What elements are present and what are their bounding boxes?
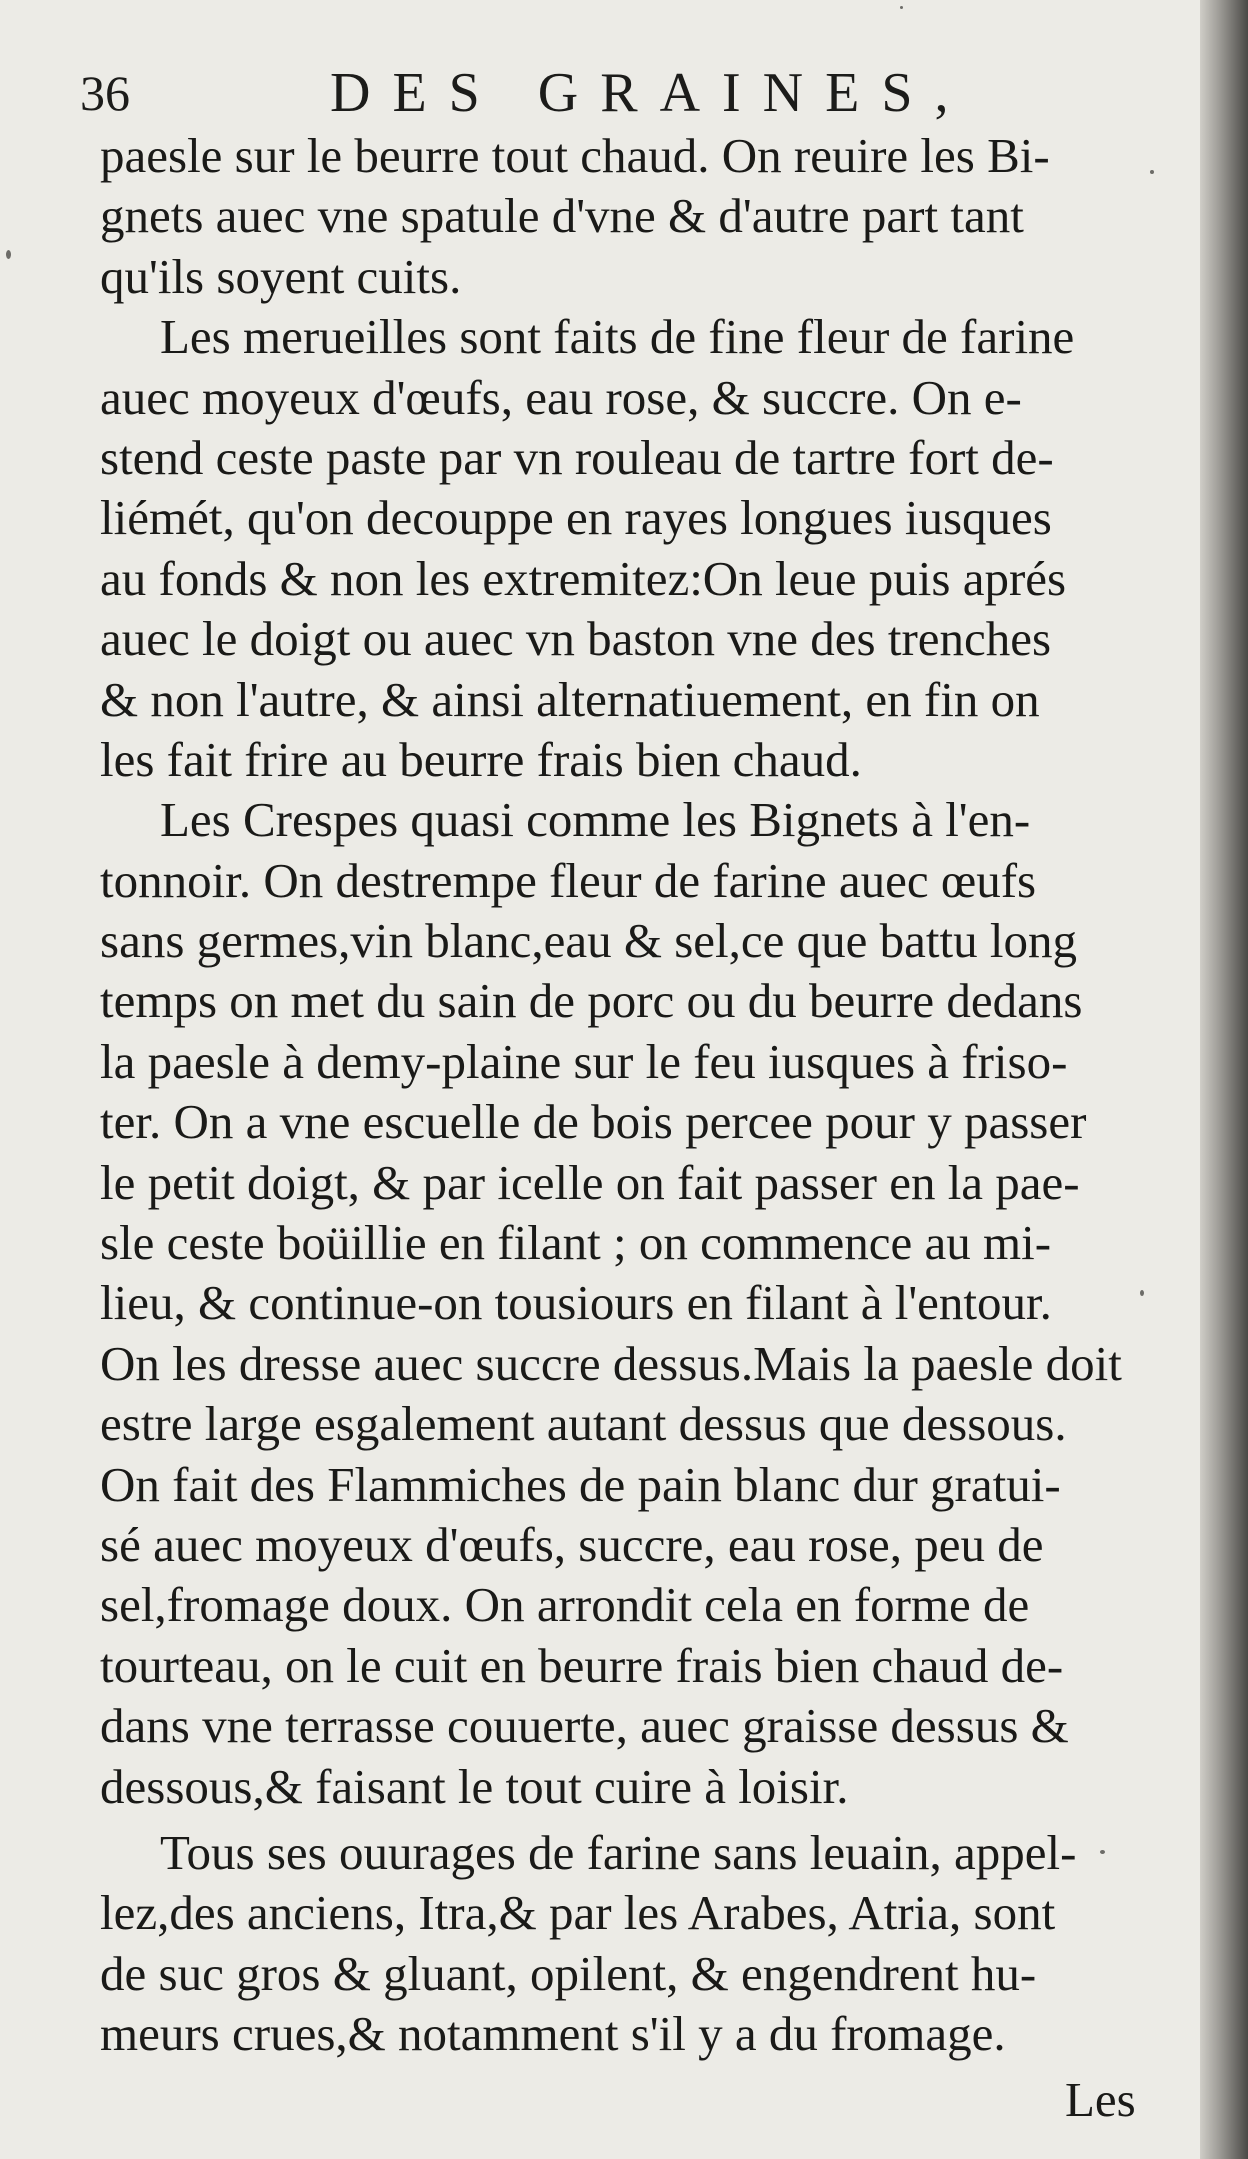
page-header <box>80 58 1160 128</box>
book-gutter <box>1200 0 1248 2159</box>
page-number: 36 <box>80 65 130 121</box>
text-line: lez,des anciens, Itra,& par les Arabes, Atria, sont <box>100 1885 1056 1941</box>
text-line: le petit doigt, & par icelle on fait passer en la pae- <box>100 1154 1080 1210</box>
text-line: paesle sur le beurre tout chaud. On reuire les Bi- <box>100 128 1050 183</box>
ink-speck <box>900 6 903 9</box>
paragraph-start-line: Tous ses ouurages de farine sans leuain, appel- <box>160 1824 1077 1880</box>
paragraph-start-line: Les Crespes quasi comme les Bignets à l'en- <box>160 792 1031 848</box>
text-line: auec le doigt ou auec vn baston vne des trenches <box>100 611 1052 667</box>
text-line: ter. On a vne escuelle de bois percee pour y passer <box>100 1094 1087 1150</box>
text-line: les fait frire au beurre frais bien chaud. <box>100 731 862 787</box>
text-line: de suc gros & gluant, opilent, & engendrent hu- <box>100 1945 1037 2001</box>
text-line: & non l'autre, & ainsi alternatiuement, en fin on <box>100 671 1040 727</box>
text-line: On fait des Flammiches de pain blanc dur gratui- <box>100 1456 1061 1512</box>
text-line: dans vne terrasse couuerte, auec graisse dessus & <box>100 1698 1069 1754</box>
text-line: tonnoir. On destrempe fleur de farine auec œufs <box>100 852 1037 908</box>
text-line: estre large esgalement autant dessus que dessous. <box>100 1396 1067 1452</box>
text-line: gnets auec vne spatule d'vne & d'autre part tant <box>100 188 1024 244</box>
text-line: auec moyeux d'œufs, eau rose, & succre. On e- <box>100 369 1022 425</box>
body-text <box>100 126 1160 2065</box>
text-line: la paesle à demy-plaine sur le feu iusques à friso- <box>100 1033 1068 1089</box>
text-line: sans germes,vin blanc,eau & sel,ce que battu long <box>100 913 1077 969</box>
catchword: Les <box>1065 2072 1136 2127</box>
text-line: sé auec moyeux d'œufs, succre, eau rose, peu de <box>100 1516 1044 1572</box>
text-line: dessous,& faisant le tout cuire à loisir. <box>100 1758 849 1814</box>
text-line: meurs crues,& notamment s'il y a du fromage. <box>100 2006 1006 2062</box>
running-title: DES GRAINES, <box>330 62 971 124</box>
text-line: tourteau, on le cuit en beurre frais bien chaud de- <box>100 1637 1064 1693</box>
text-line: qu'ils soyent cuits. <box>100 248 462 304</box>
text-line: au fonds & non les extremitez:On leue puis aprés <box>100 550 1067 606</box>
text-line: stend ceste paste par vn rouleau de tartre fort de- <box>100 429 1054 485</box>
text-line: sel,fromage doux. On arrondit cela en forme de <box>100 1577 1030 1633</box>
ink-speck <box>6 250 11 259</box>
text-line: liémét, qu'on decouppe en rayes longues iusques <box>100 490 1052 546</box>
text-line: lieu, & continue-on tousiours en filant à l'entour. <box>100 1275 1052 1331</box>
paragraph-start-line: Les merueilles sont faits de fine fleur de farine <box>160 309 1075 365</box>
text-line: On les dresse auec succre dessus.Mais la paesle doit <box>100 1335 1122 1391</box>
text-line: temps on met du sain de porc ou du beurre dedans <box>100 973 1083 1029</box>
text-line: sle ceste boüillie en filant ; on commence au mi- <box>100 1215 1052 1271</box>
